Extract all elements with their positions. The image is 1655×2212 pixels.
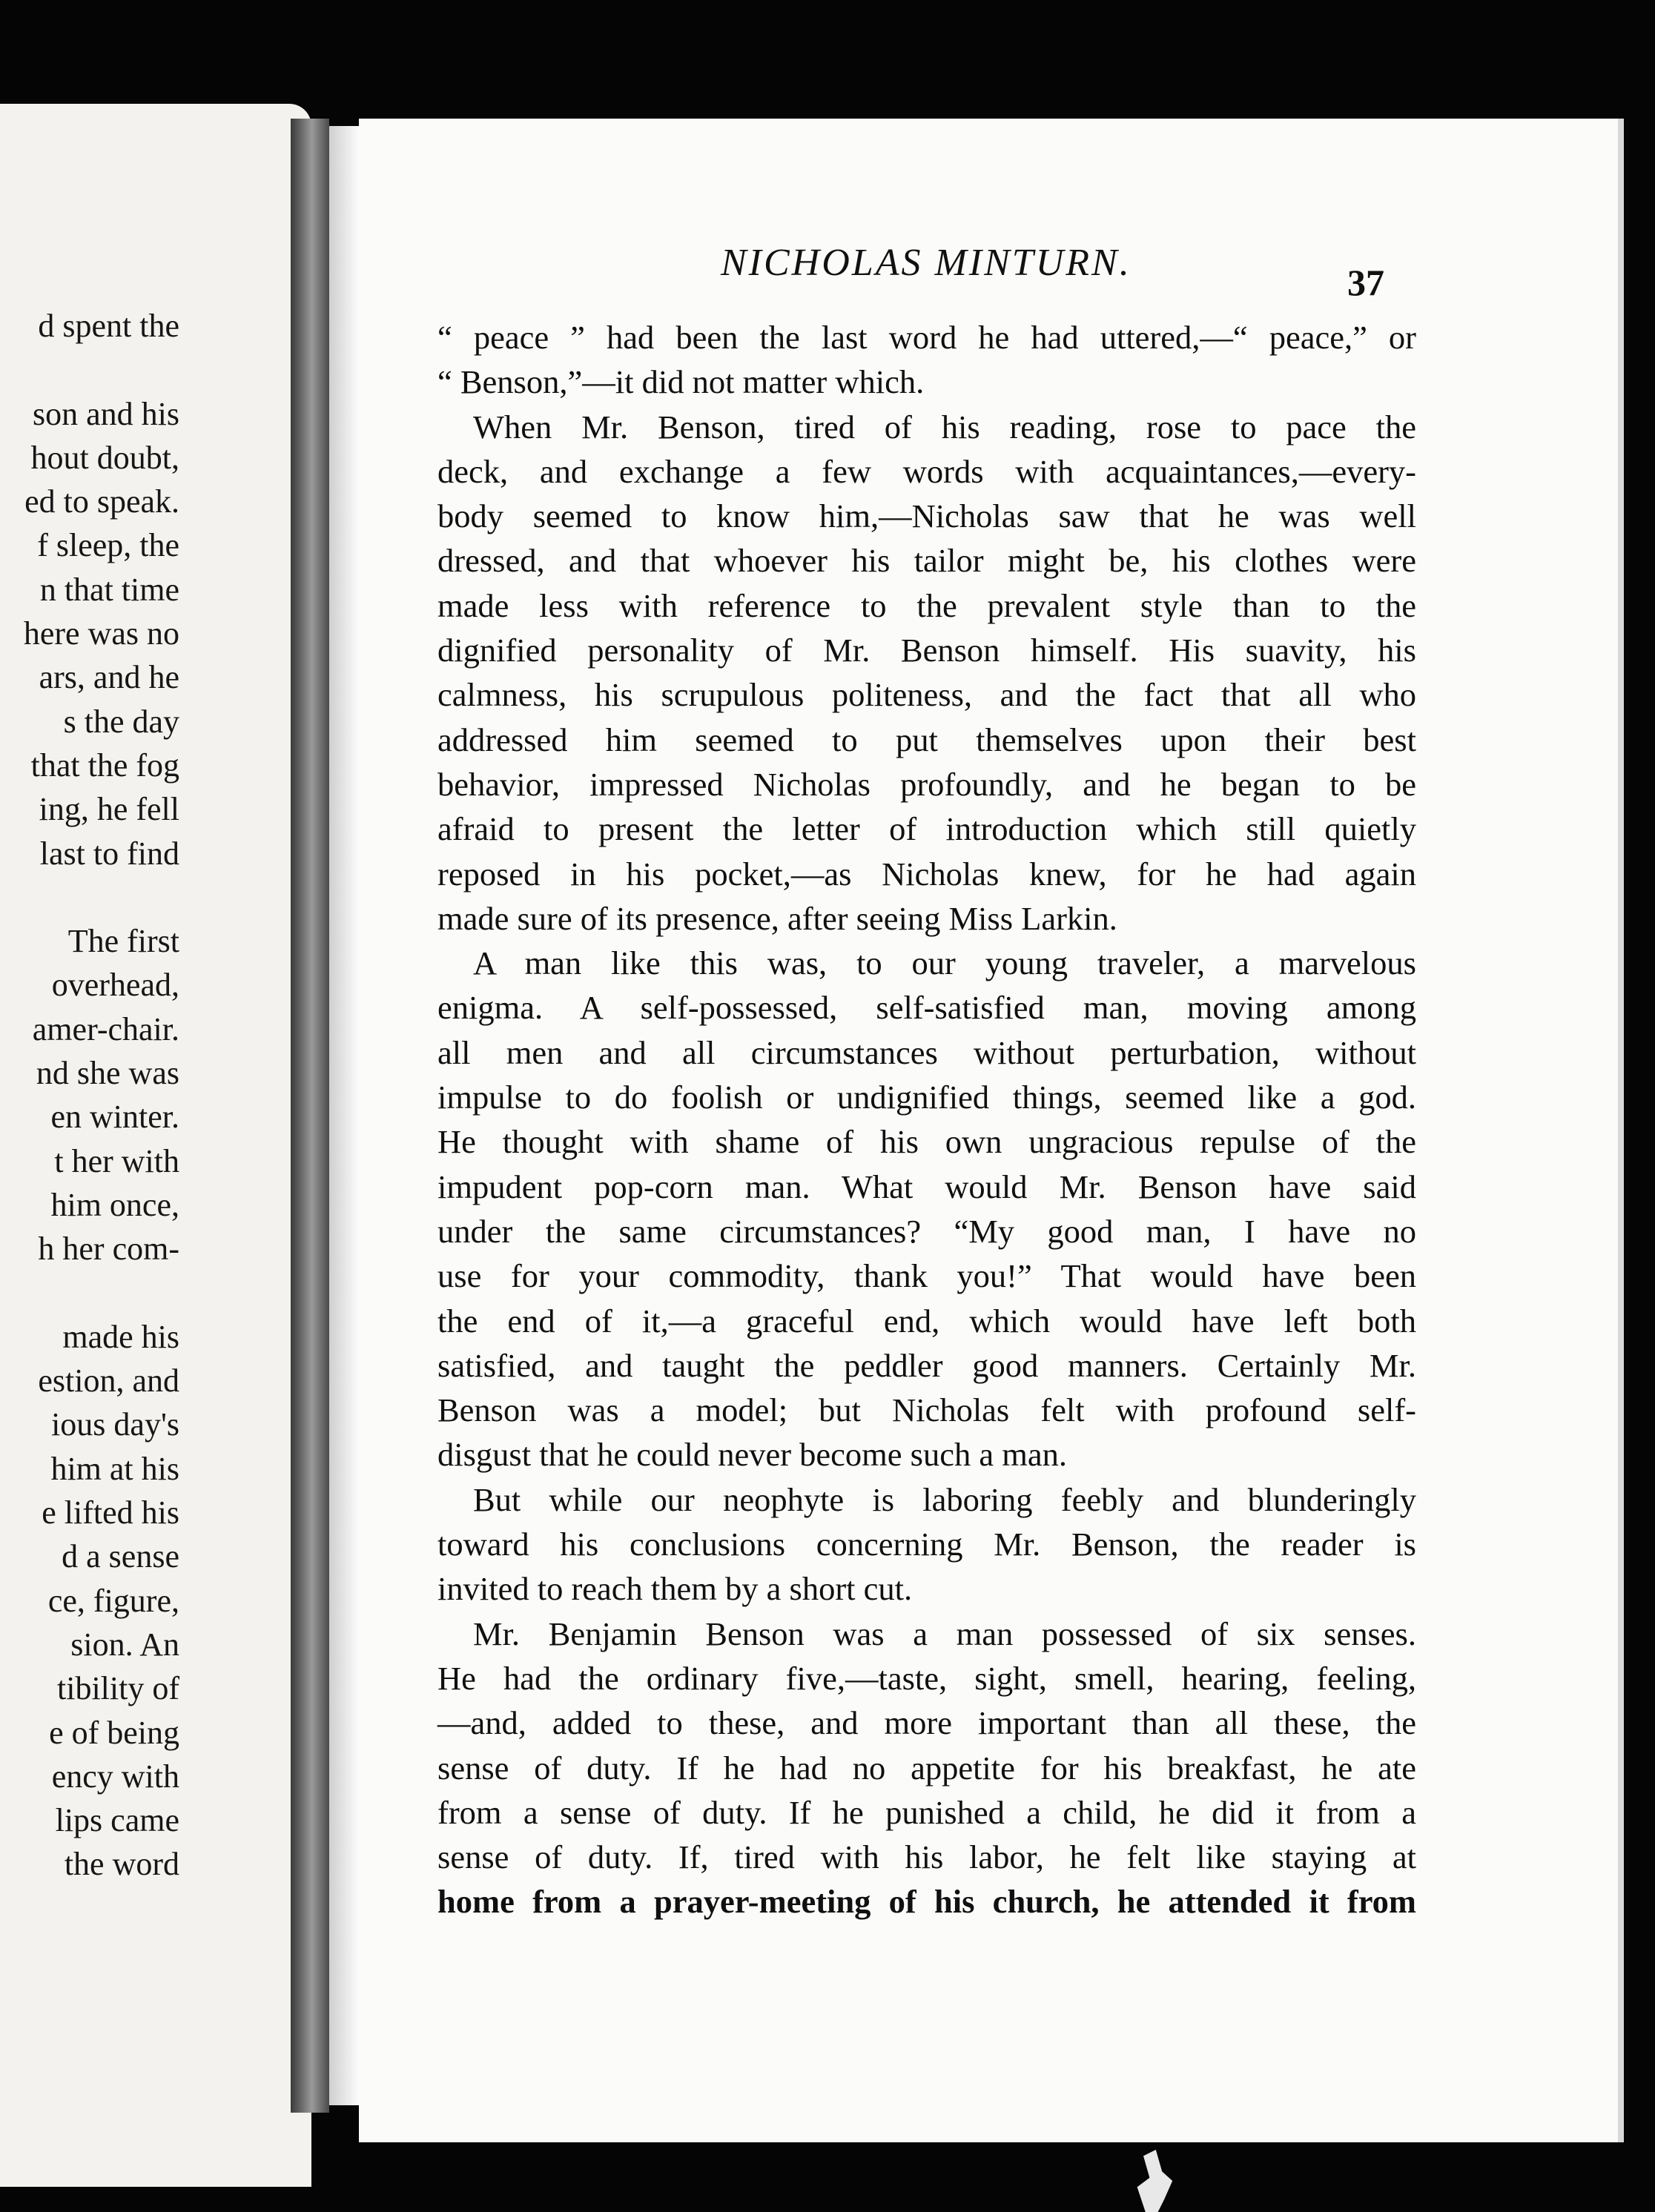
text-line: made less with reference to the prevalent style than to the [437, 586, 1416, 624]
left-text-line: d a sense [62, 1538, 179, 1575]
text-line: satisfied, and taught the peddler good manners. Certainly Mr. [437, 1346, 1416, 1384]
left-text-line: d spent the [38, 308, 179, 344]
text-line: When Mr. Benson, tired of his reading, rose to pace the [473, 408, 1416, 446]
text-line: use for your commodity, thank you!” That would have been [437, 1257, 1416, 1295]
text-line: “ peace ” had been the last word he had uttered,—“ peace,” or [437, 319, 1416, 356]
left-text-line: hout doubt, [30, 439, 179, 476]
left-page-text [0, 304, 179, 1887]
left-text-line: lips came [55, 1802, 179, 1839]
left-text-line: ars, and he [39, 659, 179, 696]
left-text-line: estion, and [38, 1362, 179, 1400]
book-gutter [291, 119, 329, 2113]
text-line: home from a prayer-meeting of his church, he attended it from [437, 1883, 1416, 1921]
text-line: behavior, impressed Nicholas profoundly, and he began to be [437, 765, 1416, 803]
left-text-line: e lifted his [42, 1494, 179, 1531]
text-line: But while our neophyte is laboring feebly and blunderingly [473, 1480, 1416, 1518]
left-text-line: made his [62, 1318, 179, 1355]
left-text-line [0, 348, 179, 391]
text-line: A man like this was, to our young traveler, a marvelous [473, 944, 1416, 982]
text-line: made sure of its presence, after seeing Miss Larkin. [437, 899, 1117, 937]
left-text-line: him at his [50, 1450, 179, 1487]
text-line: He had the ordinary five,—taste, sight, smell, hearing, feeling, [437, 1659, 1416, 1697]
left-text-line: the word [64, 1846, 179, 1883]
text-line: disgust that he could never become such a man. [437, 1436, 1067, 1474]
left-page [0, 104, 311, 2187]
running-header: NICHOLAS MINTURN. [721, 242, 1132, 284]
left-text-line: him once, [50, 1186, 179, 1223]
text-line: sense of duty. If he had no appetite for his breakfast, he ate [437, 1749, 1416, 1787]
left-text-line: e of being [49, 1714, 179, 1751]
left-text-line: f sleep, the [37, 527, 179, 564]
left-text-line: ious day's [51, 1406, 179, 1443]
left-text-line: The first [67, 923, 179, 960]
text-line: invited to reach them by a short cut. [437, 1570, 913, 1608]
left-text-line: s the day [63, 703, 179, 740]
text-line: enigma. A self-possessed, self-satisfied man, moving among [437, 989, 1416, 1027]
text-line: under the same circumstances? “My good man, I have no [437, 1212, 1416, 1250]
left-text-line: t her with [54, 1142, 179, 1179]
left-text-line: nd she was [36, 1055, 179, 1092]
text-line: impudent pop-corn man. What would Mr. Benson have said [437, 1168, 1416, 1205]
text-line: the end of it,—a graceful end, which would have left both [437, 1302, 1416, 1340]
text-line: “ Benson,”—it did not matter which. [437, 363, 925, 401]
text-line: calmness, his scrupulous politeness, and the fact that all who [437, 676, 1416, 714]
text-line: deck, and exchange a few words with acquaintances,—every- [437, 452, 1416, 490]
left-text-line: ency with [51, 1758, 179, 1795]
gutter-shadow [329, 126, 359, 2105]
text-line: impulse to do foolish or undignified things, seemed like a god. [437, 1079, 1416, 1116]
text-line: —and, added to these, and more important than all these, the [437, 1704, 1416, 1742]
left-text-line: that the fog [30, 746, 179, 784]
left-text-line: amer-chair. [32, 1010, 179, 1047]
text-line: Benson was a model; but Nicholas felt with profound self- [437, 1391, 1416, 1429]
text-line: dignified personality of Mr. Benson himself. His suavity, his [437, 632, 1416, 669]
left-text-line [0, 1271, 179, 1315]
left-text-line [0, 875, 179, 919]
text-line: dressed, and that whoever his tailor might be, his clothes were [437, 542, 1416, 580]
text-line: Mr. Benjamin Benson was a man possessed of six senses. [473, 1615, 1416, 1652]
left-text-line: h her com- [38, 1231, 179, 1268]
left-text-line: ed to speak. [24, 483, 179, 520]
text-line: toward his conclusions concerning Mr. Benson, the reader is [437, 1526, 1416, 1563]
text-line: from a sense of duty. If he punished a child, he did it from a [437, 1793, 1416, 1831]
text-line: reposed in his pocket,—as Nicholas knew, for he had again [437, 855, 1416, 893]
page-body-text [437, 315, 1416, 1924]
text-line: body seemed to know him,—Nicholas saw that he was well [437, 497, 1416, 535]
text-line: sense of duty. If, tired with his labor, he felt like staying at [437, 1838, 1416, 1876]
text-line: all men and all circumstances without perturbation, without [437, 1033, 1416, 1071]
left-text-line: en winter. [50, 1099, 179, 1136]
left-text-line: overhead, [51, 967, 179, 1004]
left-text-line: ing, he fell [39, 791, 179, 828]
left-text-line: n that time [39, 571, 179, 608]
left-text-line: ce, figure, [47, 1582, 179, 1619]
left-text-line: son and his [33, 395, 179, 432]
left-text-line: sion. An [70, 1626, 179, 1663]
text-line: afraid to present the letter of introduction which still quietly [437, 810, 1416, 848]
left-text-line: here was no [23, 615, 179, 652]
text-line: addressed him seemed to put themselves upon their best [437, 721, 1416, 758]
text-line: He thought with shame of his own ungracious repulse of the [437, 1123, 1416, 1161]
page-number: 37 [1347, 262, 1384, 303]
left-text-line: tibility of [57, 1670, 179, 1707]
left-text-line: last to find [39, 835, 179, 872]
paper-scrap [1133, 2150, 1175, 2212]
